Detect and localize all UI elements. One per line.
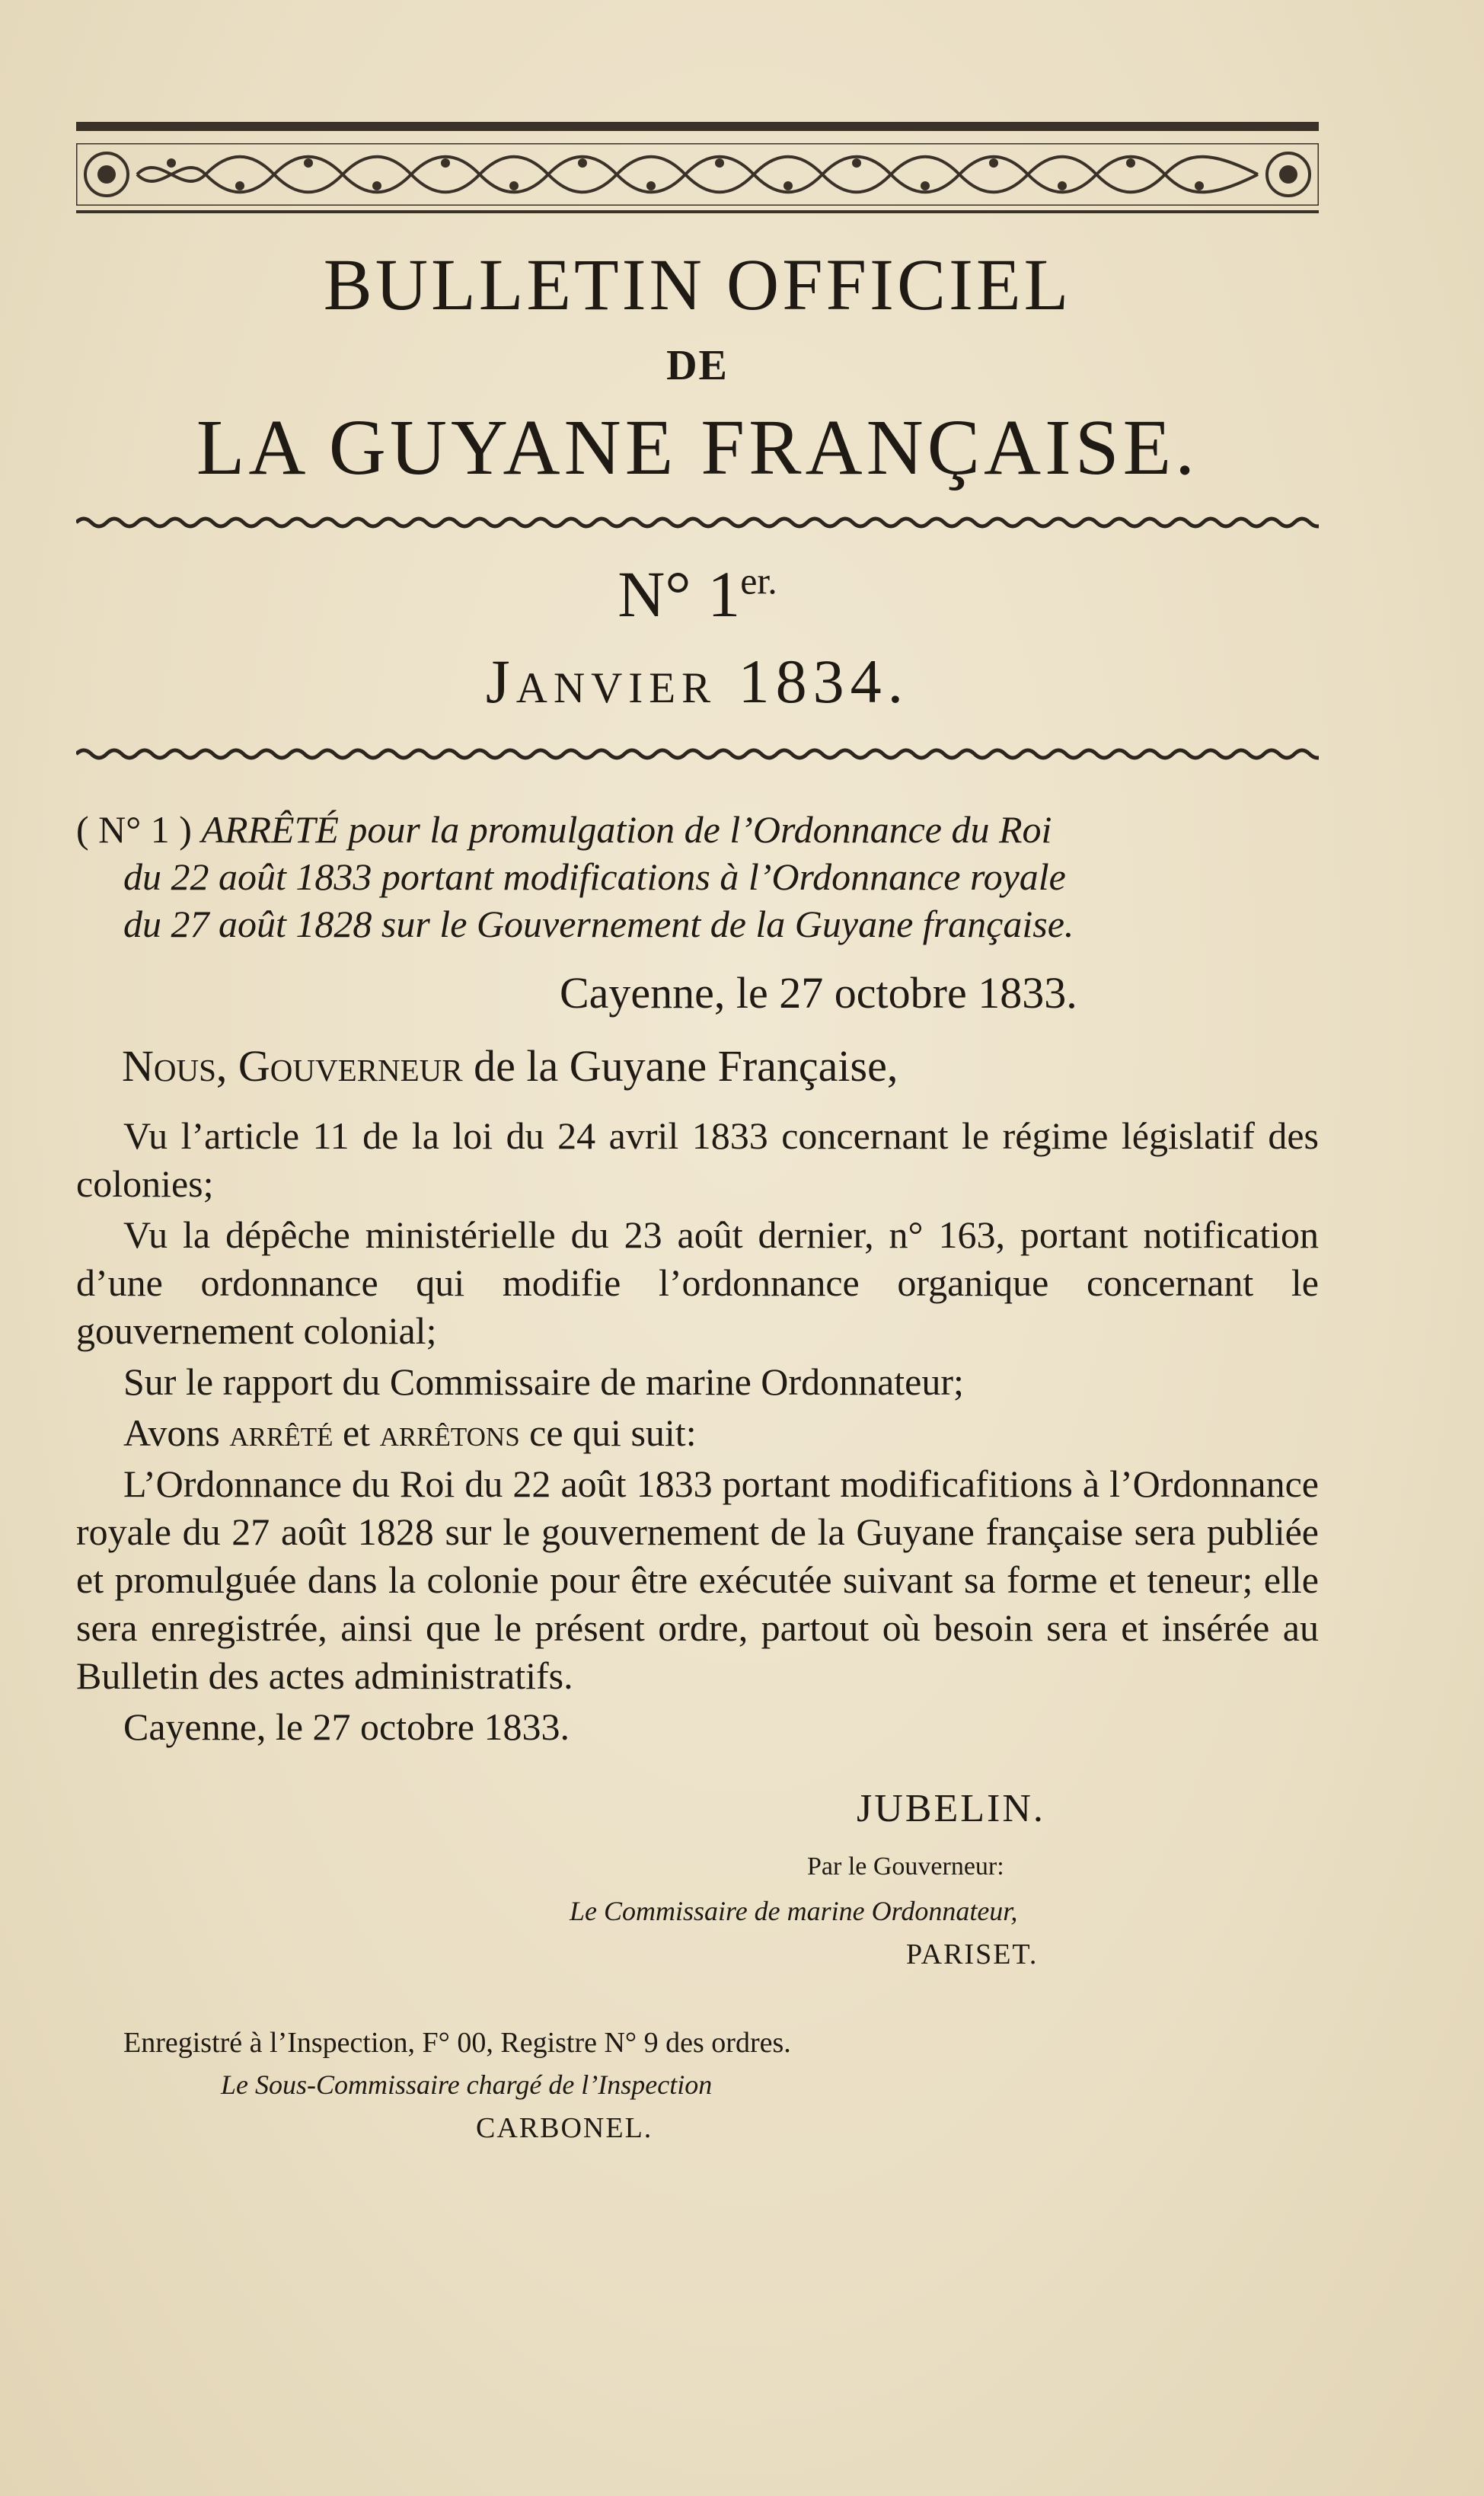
et-word: et [342,1411,371,1454]
top-rule [76,122,1319,131]
issue-number-text: N° 1 [618,558,741,631]
guyane-title: LA GUYANE FRANÇAISE. [196,404,1199,491]
place-date: Cayenne, le 27 octobre 1833. [560,968,1077,1018]
paragraph-rapport: Sur le rapport du Commissaire de marine Ordonnateur; [123,1360,964,1403]
qui-suit: ce qui suit: [529,1411,697,1454]
nous-line [122,1040,898,1091]
ornamental-border [76,143,1319,206]
nous-suffix: de la Guyane Française, [474,1041,898,1091]
sous-commissaire-title: Le Sous-Commissaire chargé de l’Inspection [221,2069,713,2100]
paragraph-vu-article: Vu l’article 11 de la loi du 24 avril 1833 concernant le régime législatif des colonies; [76,1114,1319,1205]
arrete-word: arrêté [229,1411,334,1454]
arretons-word: arrêtons [379,1411,520,1454]
decorative-divider [76,515,1319,530]
arrete-number: ( N° 1 ) [76,808,192,851]
sous-commissaire-name: CARBONEL. [476,2112,653,2144]
commissaire-title: Le Commissaire de marine Ordonnateur, [570,1896,1018,1926]
nous-prefix: Nous, [122,1041,228,1091]
issue-number [76,556,1319,632]
ornament-underline [76,210,1319,213]
avons-word: Avons [123,1411,220,1454]
paragraph-avons [76,1409,1319,1457]
heading-text-1: ARRÊTÉ pour la promulgation de l’Ordonnance du Roi [201,808,1052,851]
arrete-heading [76,806,1319,948]
paragraph-ordonnance: L’Ordonnance du Roi du 22 août 1833 portant modificafitions à l’Ordonnance royale du 27 août 1828 sur le gouvernement de la Guyane française sera publiée et promulguée dans la colonie pour être exécutée suivant sa forme et teneur; elle sera enregistrée, ainsi que le présent ordre, partout où besoin sera et insérée au Bulletin des actes administratifs. [76,1462,1319,1697]
heading-line-2: du 22 août 1833 portant modifications à l’Ordonnance royale [123,855,1066,898]
governor-signature: JUBELIN. [857,1787,1045,1830]
bulletin-title: BULLETIN OFFICIEL [323,244,1072,325]
arrete-body [76,1112,1319,1754]
title-de: DE [666,342,729,389]
issue-date: Janvier 1834. [485,647,910,716]
heading-line-3: du 27 août 1828 sur le Gouvernement de la Guyane française. [123,903,1074,945]
closing-date: Cayenne, le 27 octobre 1833. [123,1705,570,1748]
issue-number-sup: er. [740,559,777,602]
par-le-gouverneur: Par le Gouverneur: [807,1852,1004,1881]
decorative-divider-2 [76,746,1319,762]
registration-note: Enregistré à l’Inspection, F° 00, Registre N° 9 des ordres. [123,2027,791,2059]
paragraph-vu-depeche: Vu la dépêche ministérielle du 23 août dernier, n° 163, portant notification d’une ordonnance qui modifie l’ordonnance organique concernant le gouvernement colonial; [76,1213,1319,1352]
heading-line-1 [76,806,1319,853]
commissaire-name: PARISET. [906,1938,1039,1970]
nous-title: Gouverneur [238,1041,463,1091]
